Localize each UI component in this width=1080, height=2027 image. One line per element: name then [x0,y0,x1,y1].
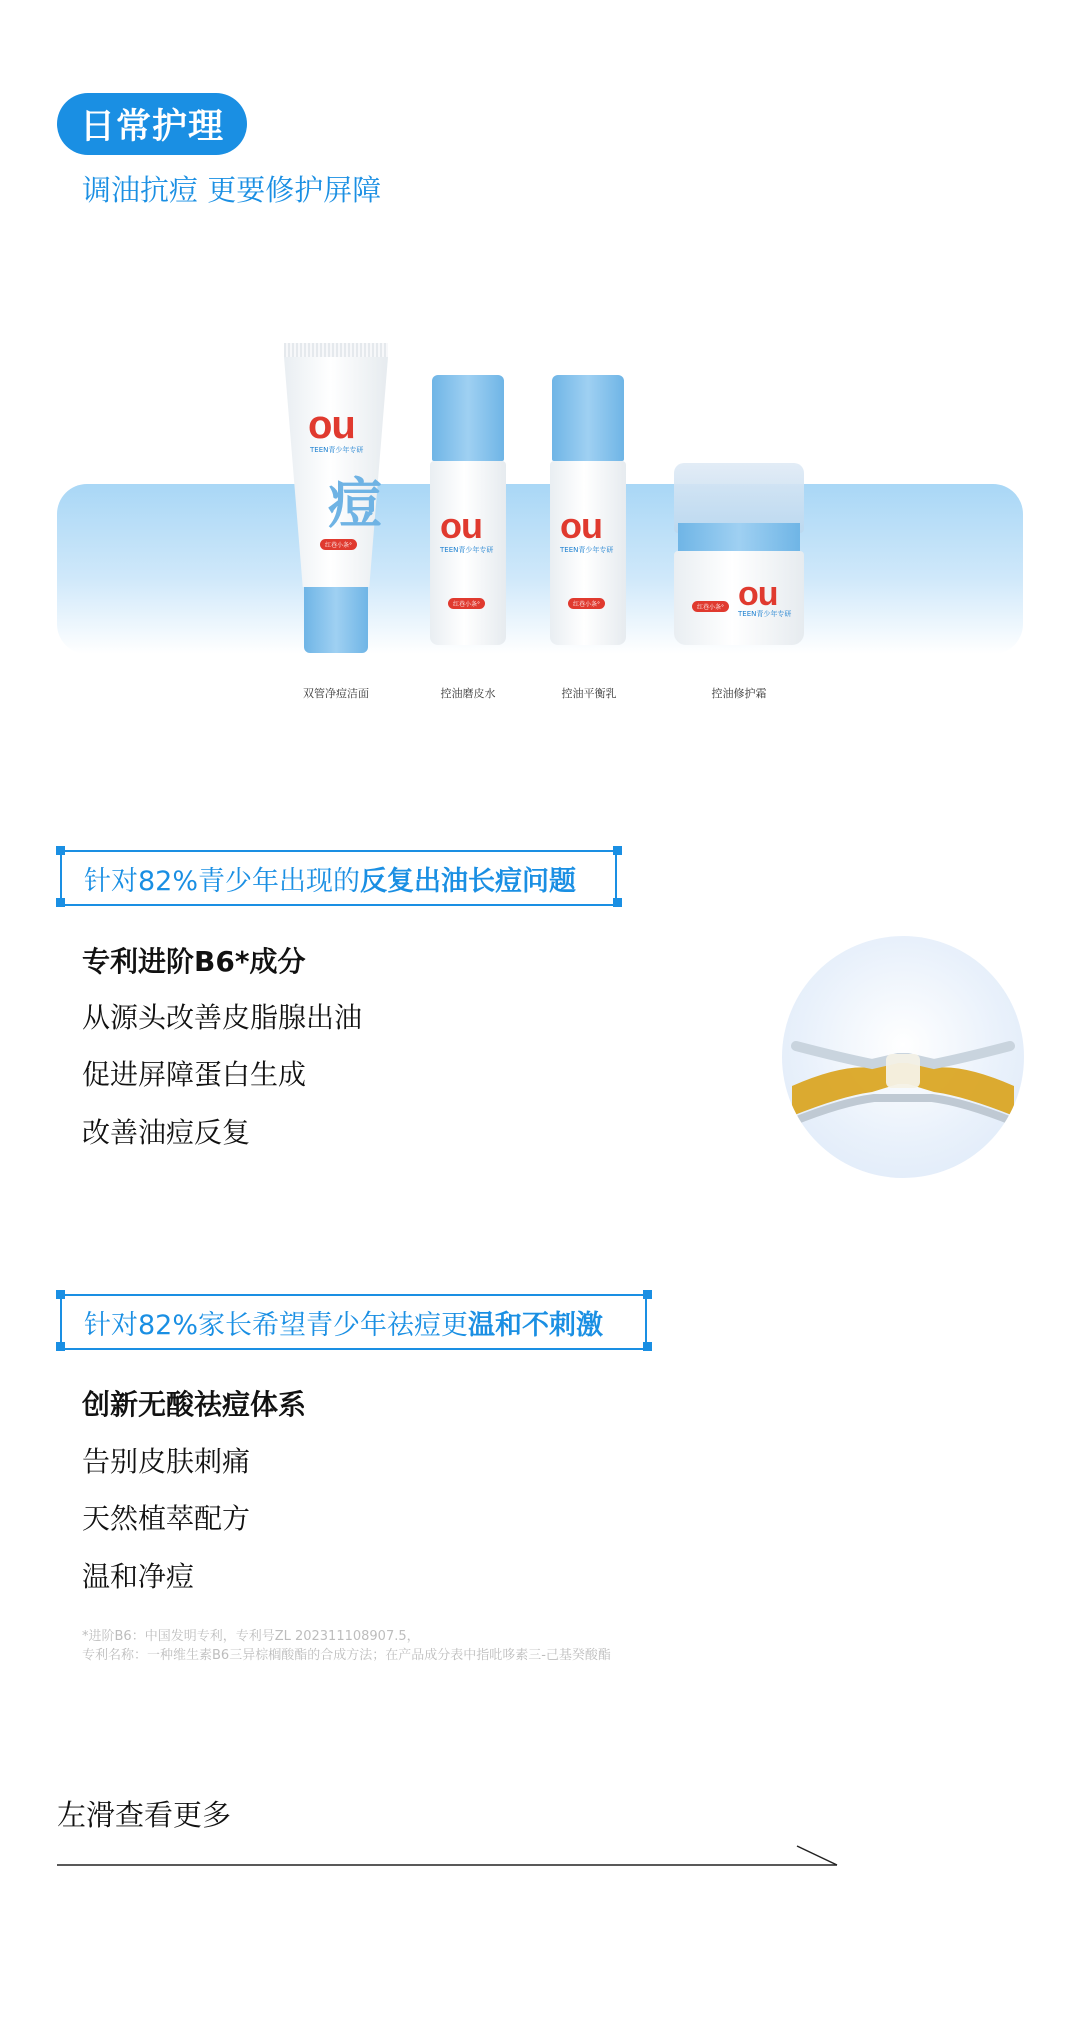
ingredient-illustration [782,936,1024,1178]
brand-logo: ou [440,505,482,546]
footnote-line: 专利名称：一种维生素B6三异棕榈酸酯的合成方法；在产品成分表中指吡哆素三-己基癸酸酯 [82,1648,611,1663]
box-corner-marker [643,1290,652,1299]
product-tag: 红巷小条° [448,598,485,609]
section2-heading: 创新无酸祛痘体系 [82,1388,307,1421]
benefit-line: 促进屏障蛋白生成 [82,1058,307,1091]
product-tag: 红巷小条° [320,539,357,550]
brand-logo: ou [308,403,355,447]
product-caption: 控油修护霜 [711,687,767,700]
product-line-label: TEEN青少年专研 [310,446,364,454]
benefit-line: 改善油痘反复 [82,1116,251,1149]
product-cream-image[interactable] [674,463,804,645]
product-line-label: TEEN青少年专研 [560,546,614,554]
product-banner-background [57,484,1023,654]
section-badge: 日常护理 [57,93,247,155]
brand-logo: ou [560,505,602,546]
footnote-line: *进阶B6：中国发明专利，专利号ZL 202311108907.5， [82,1629,420,1644]
swipe-arrow-icon[interactable] [57,1842,847,1868]
box-corner-marker [56,898,65,907]
product-caption: 控油平衡乳 [561,687,617,700]
product-toner-image[interactable] [430,375,506,645]
box-corner-marker [613,898,622,907]
benefit-line: 告别皮肤刺痛 [82,1445,251,1478]
question-highlight: 反复出油长痘问题 [360,865,577,897]
product-tag: 红巷小条° [568,598,605,609]
box-corner-marker [643,1342,652,1351]
section2-question-box [60,1294,647,1350]
question-highlight: 温和不刺激 [468,1309,604,1341]
product-line-label: TEEN青少年专研 [440,546,494,554]
box-corner-marker [56,1290,65,1299]
box-corner-marker [56,846,65,855]
box-corner-marker [613,846,622,855]
product-cleanser-image[interactable] [284,343,388,653]
product-emulsion-image[interactable] [550,375,626,645]
product-caption: 控油磨皮水 [440,687,496,700]
section1-question-box [60,850,617,906]
benefit-line: 温和净痘 [82,1560,195,1593]
tube-char: 痘 [328,472,382,535]
section1-heading: 专利进阶B6*成分 [82,945,306,978]
benefit-line: 从源头改善皮脂腺出油 [82,1001,363,1034]
question-text: 针对82%青少年出现的 [84,865,361,897]
box-corner-marker [56,1342,65,1351]
question-text: 针对82%家长希望青少年祛痘更 [84,1309,469,1341]
swipe-hint-text[interactable]: 左滑查看更多 [57,1798,232,1832]
product-caption: 双管净痘洁面 [303,687,369,700]
section-subtitle: 调油抗痘 更要修护屏障 [82,173,382,207]
product-line-label: TEEN青少年专研 [738,610,792,618]
product-tag: 红巷小条° [692,601,729,612]
benefit-line: 天然植萃配方 [82,1502,251,1535]
brand-logo: ou [738,575,778,613]
